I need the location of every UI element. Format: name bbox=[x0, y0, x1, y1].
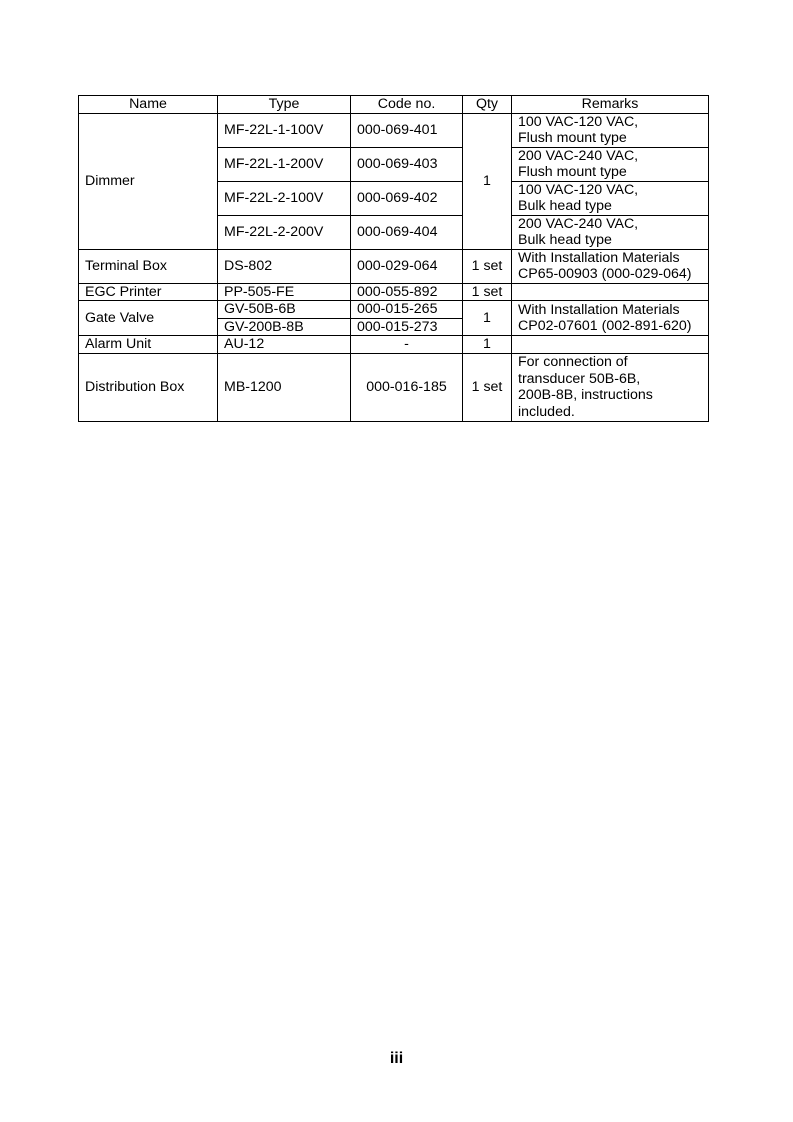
terminal-box-code: 000-029-064 bbox=[351, 249, 463, 283]
dimmer-type: MF-22L-1-100V bbox=[218, 113, 351, 147]
dimmer-code: 000-069-401 bbox=[351, 113, 463, 147]
table-row bbox=[79, 301, 709, 319]
dimmer-type: MF-22L-2-200V bbox=[218, 215, 351, 249]
table-row bbox=[79, 283, 709, 301]
header-code: Code no. bbox=[351, 96, 463, 114]
table-row bbox=[79, 113, 709, 147]
alarm-unit-type: AU-12 bbox=[218, 336, 351, 354]
terminal-box-qty: 1 set bbox=[463, 249, 512, 283]
dimmer-remarks: 100 VAC-120 VAC, Flush mount type bbox=[512, 113, 709, 147]
terminal-box-type: DS-802 bbox=[218, 249, 351, 283]
egc-printer-type: PP-505-FE bbox=[218, 283, 351, 301]
terminal-box-remarks: With Installation Materials CP65-00903 (000-029-064) bbox=[512, 249, 709, 283]
alarm-unit-remarks bbox=[512, 336, 709, 354]
table-row bbox=[79, 249, 709, 283]
gate-valve-code: 000-015-273 bbox=[351, 318, 463, 336]
terminal-box-name: Terminal Box bbox=[79, 249, 218, 283]
distribution-box-remarks: For connection of transducer 50B-6B, 200B-8B, instructions included. bbox=[512, 353, 709, 421]
table-row bbox=[79, 336, 709, 354]
header-remarks: Remarks bbox=[512, 96, 709, 114]
egc-printer-remarks bbox=[512, 283, 709, 301]
distribution-box-code: 000-016-185 bbox=[351, 353, 463, 421]
table-header-row bbox=[79, 96, 709, 114]
gate-valve-name: Gate Valve bbox=[79, 301, 218, 336]
gate-valve-remarks: With Installation Materials CP02-07601 (002-891-620) bbox=[512, 301, 709, 336]
egc-printer-qty: 1 set bbox=[463, 283, 512, 301]
alarm-unit-code: - bbox=[351, 336, 463, 354]
egc-printer-name: EGC Printer bbox=[79, 283, 218, 301]
equipment-table bbox=[78, 95, 709, 422]
dimmer-remarks: 100 VAC-120 VAC, Bulk head type bbox=[512, 181, 709, 215]
distribution-box-qty: 1 set bbox=[463, 353, 512, 421]
gate-valve-code: 000-015-265 bbox=[351, 301, 463, 319]
page-number: iii bbox=[389, 1050, 404, 1067]
alarm-unit-name: Alarm Unit bbox=[79, 336, 218, 354]
header-name: Name bbox=[79, 96, 218, 114]
dimmer-code: 000-069-403 bbox=[351, 147, 463, 181]
dimmer-type: MF-22L-2-100V bbox=[218, 181, 351, 215]
dimmer-type: MF-22L-1-200V bbox=[218, 147, 351, 181]
dimmer-code: 000-069-404 bbox=[351, 215, 463, 249]
dimmer-remarks: 200 VAC-240 VAC, Flush mount type bbox=[512, 147, 709, 181]
gate-valve-qty: 1 bbox=[463, 301, 512, 336]
gate-valve-type: GV-200B-8B bbox=[218, 318, 351, 336]
egc-printer-code: 000-055-892 bbox=[351, 283, 463, 301]
alarm-unit-qty: 1 bbox=[463, 336, 512, 354]
distribution-box-name: Distribution Box bbox=[79, 353, 218, 421]
dimmer-remarks: 200 VAC-240 VAC, Bulk head type bbox=[512, 215, 709, 249]
header-type: Type bbox=[218, 96, 351, 114]
table-row bbox=[79, 353, 709, 421]
dimmer-qty: 1 bbox=[463, 113, 512, 249]
gate-valve-type: GV-50B-6B bbox=[218, 301, 351, 319]
header-qty: Qty bbox=[463, 96, 512, 114]
distribution-box-type: MB-1200 bbox=[218, 353, 351, 421]
dimmer-name: Dimmer bbox=[79, 113, 218, 249]
dimmer-code: 000-069-402 bbox=[351, 181, 463, 215]
